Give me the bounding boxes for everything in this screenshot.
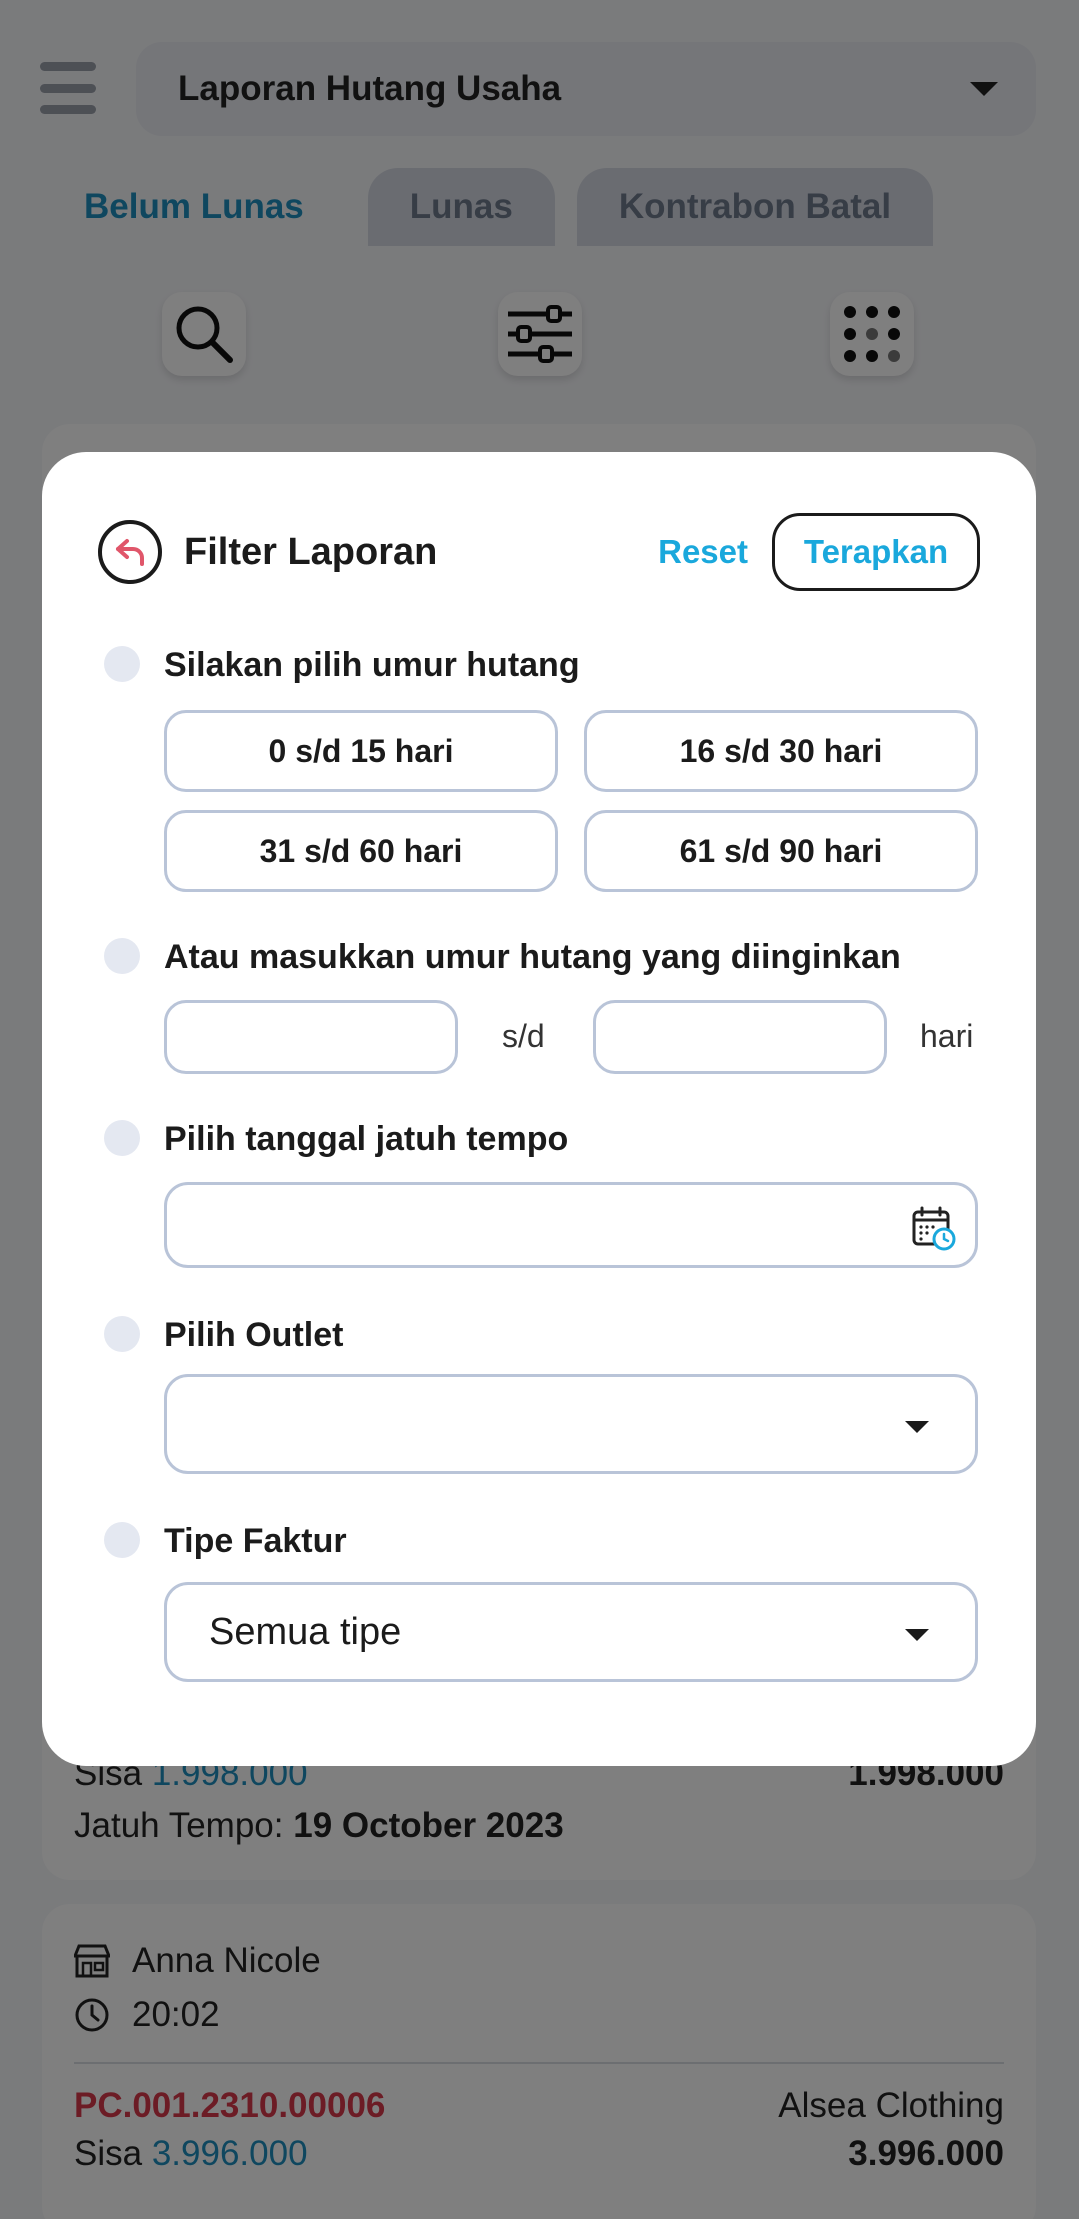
filter-title: Filter Laporan — [184, 530, 438, 573]
age-from-input[interactable] — [164, 1000, 458, 1074]
age-chip-16-30[interactable]: 16 s/d 30 hari — [584, 710, 978, 792]
invoice-type-radio[interactable] — [104, 1522, 140, 1558]
age-to-input[interactable] — [593, 1000, 887, 1074]
outlet-label: Pilih Outlet — [164, 1316, 344, 1354]
chevron-down-icon — [905, 1421, 929, 1433]
days-unit: hari — [920, 1018, 974, 1054]
range-separator: s/d — [502, 1018, 545, 1054]
custom-age-label: Atau masukkan umur hutang yang diinginkan — [164, 938, 901, 976]
age-chip-31-60[interactable]: 31 s/d 60 hari — [164, 810, 558, 892]
custom-age-radio[interactable] — [104, 938, 140, 974]
outlet-select[interactable] — [164, 1374, 978, 1474]
calendar-icon[interactable] — [911, 1205, 957, 1251]
back-icon[interactable] — [98, 520, 162, 584]
due-date-input[interactable] — [164, 1182, 978, 1268]
reset-button[interactable]: Reset — [658, 533, 748, 570]
due-date-label: Pilih tanggal jatuh tempo — [164, 1120, 569, 1158]
outlet-radio[interactable] — [104, 1316, 140, 1352]
invoice-type-select[interactable] — [164, 1582, 978, 1682]
invoice-type-value: Semua tipe — [209, 1610, 402, 1653]
apply-button[interactable]: Terapkan — [772, 513, 980, 591]
age-section-label: Silakan pilih umur hutang — [164, 646, 580, 684]
age-option-radio[interactable] — [104, 646, 140, 682]
filter-header — [98, 512, 980, 592]
due-date-radio[interactable] — [104, 1120, 140, 1156]
chevron-down-icon — [905, 1629, 929, 1641]
filter-modal — [42, 452, 1036, 1766]
age-chip-0-15[interactable]: 0 s/d 15 hari — [164, 710, 558, 792]
age-chip-61-90[interactable]: 61 s/d 90 hari — [584, 810, 978, 892]
invoice-type-label: Tipe Faktur — [164, 1522, 347, 1560]
